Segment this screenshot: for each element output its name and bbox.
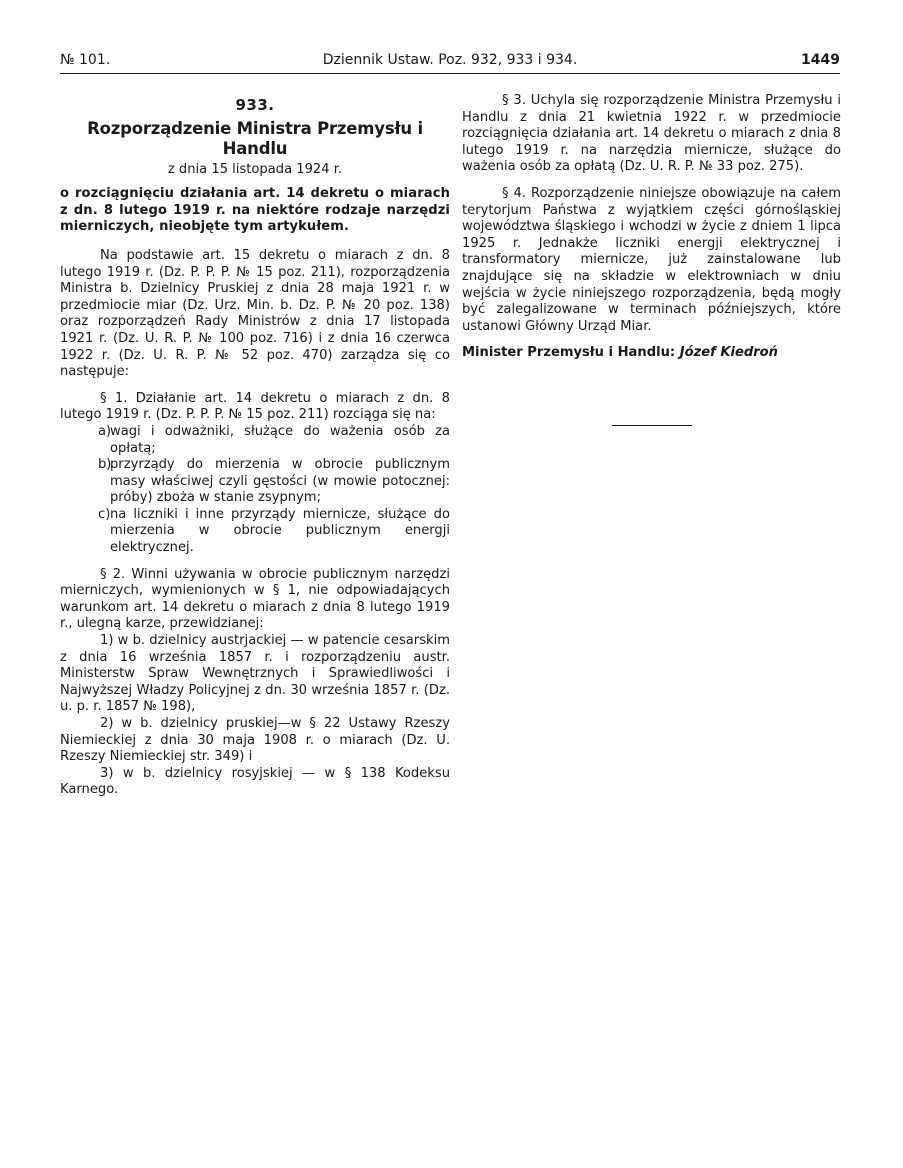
section-2-intro: § 2. Winni używania w obrocie publicznym narzędzi mierniczych, wymienionych w § 1, nie odpowiadających warunkom art. 14 dekretu o miarach z dnia 8 lutego 1919 r., ulegną karze, przewidzianej: [60,566,450,632]
item-text: przyrządy do mierzenia w obrocie publicznym masy właściwej czyli gęstości (w mowie potocznej: próby) zboża w stanie zsypnym; [110,457,450,506]
end-rule [612,425,692,426]
section-2-item-1: 1) w b. dzielnicy austrjackiej — w patencie cesarskim z dnia 16 września 1857 r. i rozporządzeniu austr. Ministerstw Spraw Wewnętrznych i Sprawiedliwości i Najwyższej Władzy Policyjnej z dn. 30 września 1857 r. (Dz. u. p. r. 1857 № 198), [60,633,450,715]
item-text: na liczniki i inne przyrządy miernicze, służące do mierzenia w obrocie publicznym energji elektrycznej. [110,506,450,556]
signature-role: Minister Przemysłu i Handlu: [462,345,676,361]
page-header [60,52,840,74]
signature [462,345,841,362]
section-2-item-2: 2) w b. dzielnicy pruskiej—w § 22 Ustawy Rzeszy Niemieckiej z dnia 30 maja 1908 r. o miarach (Dz. U. Rzeszy Niemieckiej str. 349) i [60,716,450,765]
item-text: wagi i odważniki, służące do ważenia osób za opłatą; [110,423,450,456]
running-title: Dziennik Ustaw. Poz. 932, 933 i 934. [322,52,578,68]
issue-number: № 101. [60,52,111,68]
section-1-item-b [60,457,450,507]
left-column [60,93,450,799]
page-number: 1449 [801,52,840,68]
section-1-intro: § 1. Działanie art. 14 dekretu o miarach z dn. 8 lutego 1919 r. (Dz. P. P. P. № 15 poz. 211) rozciąga się na: [60,390,450,423]
article-date: z dnia 15 listopada 1924 r. [167,161,343,177]
item-label: c) [98,506,111,522]
item-label: a) [98,423,112,439]
section-2-item-3: 3) w b. dzielnicy rosyjskiej — w § 138 Kodeksu Karnego. [60,765,450,798]
right-column [462,93,841,362]
section-3: § 3. Uchyla się rozporządzenie Ministra Przemysłu i Handlu z dnia 21 kwietnia 1922 r. w przedmiocie rozciągnięcia działania art. 14 dekretu o miarach z dnia 8 lutego 1919 r. na narzędzia miernicze, służące do ważenia osób za opłatą (Dz. U. R. P. № 33 poz. 275). [462,93,841,175]
article-number: 933. [235,96,275,114]
signature-name: Józef Kiedroń [679,345,778,361]
article-title: Rozporządzenie Ministra Przemysłu i Handlu [87,118,423,158]
section-1-item-c [60,507,450,557]
article-subject: o rozciągnięciu działania art. 14 dekretu o miarach z dn. 8 lutego 1919 r. na niektóre rodzaje narzędzi mierniczych, nieobjęte tym artykułem. [60,186,450,235]
section-4: § 4. Rozporządzenie niniejsze obowiązuje na całem terytorjum Państwa z wyjątkiem części górnośląskiej województwa śląskiego i wchodzi w życie z dniem 1 lipca 1925 r. Jednakże liczniki energji elektrycznej i transformatory miernicze, już zainstalowane lub znajdujące się na składzie w elektrowniach w dniu wejścia w życie niniejszego rozporządzenia, będą mogły być zalegalizowane w terminach późniejszych, które ustanowi Główny Urząd Miar. [462,185,841,334]
section-1-item-a [60,424,450,457]
preamble: Na podstawie art. 15 dekretu o miarach z dn. 8 lutego 1919 r. (Dz. P. P. P. № 15 poz. 211), rozporządzenia Ministra b. Dzielnicy Pruskiej z dnia 28 maja 1921 r. w przedmiocie miar (Dz. Urz. Min. b. Dz. P. № 20 poz. 138) oraz rozporządzeń Rady Ministrów z dnia 17 listopada 1921 r. (Dz. U. R. P. № 100 poz. 716) i z dnia 16 czerwca 1922 r. (Dz. U. R. P. № 52 poz. 470) zarządza się co następuje: [60,247,450,380]
header-rule [60,73,840,74]
item-label: b) [98,457,112,473]
